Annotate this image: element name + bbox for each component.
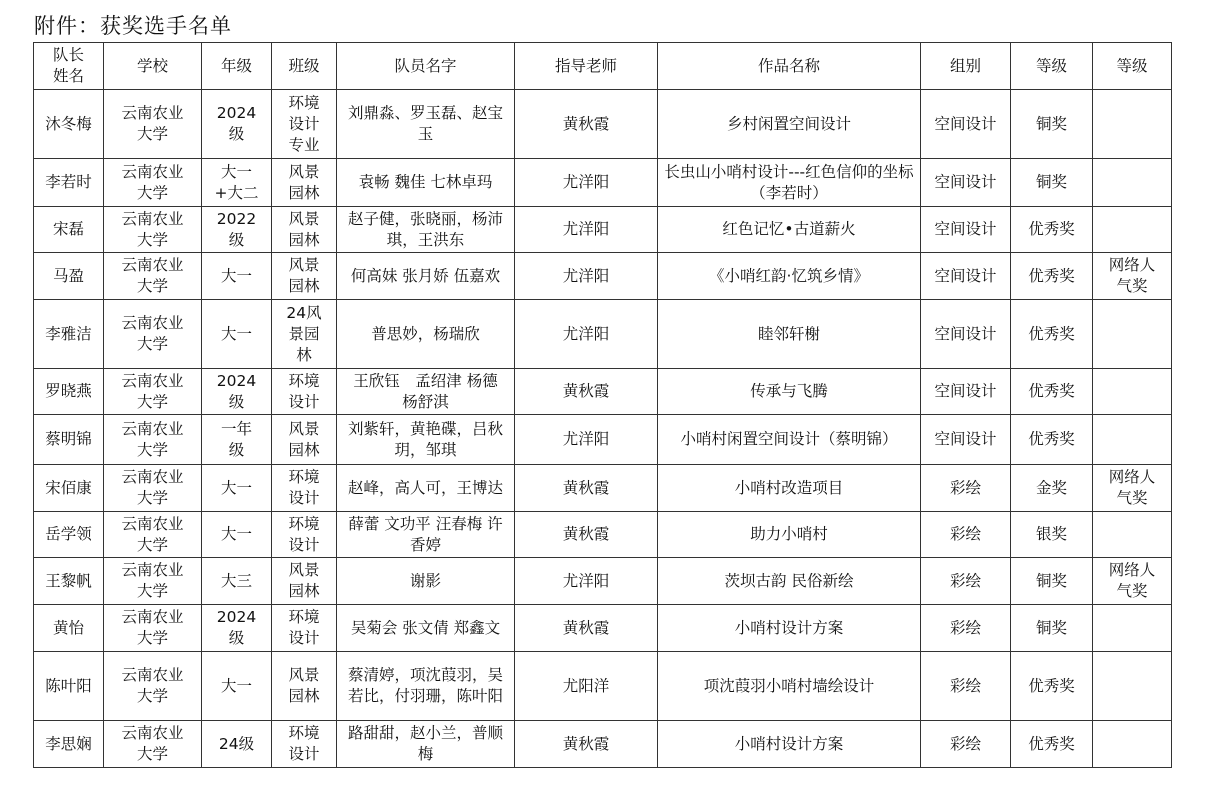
grade-cell: 大一 — [202, 465, 272, 512]
category-cell: 空间设计 — [921, 207, 1011, 253]
extra-level-cell: 网络人气奖 — [1093, 465, 1172, 512]
header-level: 等级 — [1011, 43, 1093, 90]
captain-cell: 宋佰康 — [34, 465, 104, 512]
grade-cell: 2022级 — [202, 207, 272, 253]
members-cell: 赵子健，张晓丽，杨沛琪，王洪东 — [337, 207, 515, 253]
advisor-cell: 黄秋霞 — [515, 369, 658, 415]
level-cell: 铜奖 — [1011, 90, 1093, 159]
school-cell: 云南农业大学 — [104, 721, 202, 768]
grade-cell: 24级 — [202, 721, 272, 768]
school-cell: 云南农业大学 — [104, 159, 202, 207]
header-level-extra: 等级 — [1093, 43, 1172, 90]
work-cell: 睦邻轩榭 — [658, 300, 921, 369]
captain-cell: 王黎帆 — [34, 558, 104, 605]
school-cell: 云南农业大学 — [104, 253, 202, 300]
school-cell: 云南农业大学 — [104, 465, 202, 512]
captain-cell: 马盈 — [34, 253, 104, 300]
table-row — [34, 300, 1172, 369]
extra-level-cell: 网络人气奖 — [1093, 558, 1172, 605]
members-cell: 吴菊会 张文倩 郑鑫文 — [337, 605, 515, 652]
captain-cell: 宋磊 — [34, 207, 104, 253]
members-cell: 赵峰，高人可，王博达 — [337, 465, 515, 512]
level-cell: 金奖 — [1011, 465, 1093, 512]
grade-cell: 2024级 — [202, 369, 272, 415]
school-cell: 云南农业大学 — [104, 300, 202, 369]
advisor-cell: 尤洋阳 — [515, 415, 658, 465]
category-cell: 空间设计 — [921, 159, 1011, 207]
header-captain: 队长姓名 — [34, 43, 104, 90]
header-advisor: 指导老师 — [515, 43, 658, 90]
grade-cell: 大三 — [202, 558, 272, 605]
level-cell: 铜奖 — [1011, 605, 1093, 652]
advisor-cell: 黄秋霞 — [515, 512, 658, 558]
table-row — [34, 512, 1172, 558]
members-cell: 王欣钰 孟绍津 杨德 杨舒淇 — [337, 369, 515, 415]
work-cell: 小哨村设计方案 — [658, 605, 921, 652]
school-cell: 云南农业大学 — [104, 90, 202, 159]
table-header-row — [34, 43, 1172, 90]
members-cell: 薛蕾 文功平 汪春梅 许香婷 — [337, 512, 515, 558]
header-class: 班级 — [272, 43, 337, 90]
class-cell: 风景园林 — [272, 159, 337, 207]
level-cell: 优秀奖 — [1011, 415, 1093, 465]
header-members: 队员名字 — [337, 43, 515, 90]
school-cell: 云南农业大学 — [104, 652, 202, 721]
work-cell: 项沈葭羽小哨村墙绘设计 — [658, 652, 921, 721]
captain-cell: 沐冬梅 — [34, 90, 104, 159]
category-cell: 彩绘 — [921, 652, 1011, 721]
work-cell: 长虫山小哨村设计---红色信仰的坐标（李若时） — [658, 159, 921, 207]
class-cell: 24风景园林 — [272, 300, 337, 369]
header-grade: 年级 — [202, 43, 272, 90]
captain-cell: 李若时 — [34, 159, 104, 207]
advisor-cell: 尤洋阳 — [515, 300, 658, 369]
grade-cell: 大一 — [202, 512, 272, 558]
work-cell: 传承与飞腾 — [658, 369, 921, 415]
category-cell: 空间设计 — [921, 300, 1011, 369]
table-row — [34, 652, 1172, 721]
extra-level-cell — [1093, 721, 1172, 768]
school-cell: 云南农业大学 — [104, 207, 202, 253]
extra-level-cell — [1093, 207, 1172, 253]
table-row — [34, 253, 1172, 300]
members-cell: 谢影 — [337, 558, 515, 605]
class-cell: 环境设计 — [272, 721, 337, 768]
advisor-cell: 尤洋阳 — [515, 253, 658, 300]
members-cell: 普思妙，杨瑞欣 — [337, 300, 515, 369]
document-title: 附件：获奖选手名单 — [34, 14, 232, 38]
class-cell: 环境设计 — [272, 512, 337, 558]
grade-cell: 大一+大二 — [202, 159, 272, 207]
captain-cell: 罗晓燕 — [34, 369, 104, 415]
extra-level-cell — [1093, 652, 1172, 721]
work-cell: 小哨村设计方案 — [658, 721, 921, 768]
advisor-cell: 黄秋霞 — [515, 90, 658, 159]
school-cell: 云南农业大学 — [104, 369, 202, 415]
advisor-cell: 尤洋阳 — [515, 558, 658, 605]
work-cell: 《小哨红韵·忆筑乡情》 — [658, 253, 921, 300]
captain-cell: 岳学领 — [34, 512, 104, 558]
level-cell: 银奖 — [1011, 512, 1093, 558]
class-cell: 风景园林 — [272, 558, 337, 605]
level-cell: 优秀奖 — [1011, 253, 1093, 300]
work-cell: 小哨村改造项目 — [658, 465, 921, 512]
members-cell: 袁畅 魏佳 七林卓玛 — [337, 159, 515, 207]
header-category: 组别 — [921, 43, 1011, 90]
grade-cell: 大一 — [202, 652, 272, 721]
members-cell: 刘鼎淼、罗玉磊、赵宝玉 — [337, 90, 515, 159]
category-cell: 空间设计 — [921, 90, 1011, 159]
captain-cell: 李雅洁 — [34, 300, 104, 369]
table-row — [34, 465, 1172, 512]
extra-level-cell: 网络人气奖 — [1093, 253, 1172, 300]
members-cell: 蔡清婷，项沈葭羽，吴若比，付羽珊，陈叶阳 — [337, 652, 515, 721]
category-cell: 彩绘 — [921, 721, 1011, 768]
extra-level-cell — [1093, 300, 1172, 369]
table-row — [34, 90, 1172, 159]
captain-cell: 黄怡 — [34, 605, 104, 652]
captain-cell: 蔡明锦 — [34, 415, 104, 465]
level-cell: 优秀奖 — [1011, 652, 1093, 721]
class-cell: 环境设计 — [272, 605, 337, 652]
advisor-cell: 尤洋阳 — [515, 207, 658, 253]
extra-level-cell — [1093, 369, 1172, 415]
category-cell: 彩绘 — [921, 605, 1011, 652]
level-cell: 优秀奖 — [1011, 300, 1093, 369]
work-cell: 助力小哨村 — [658, 512, 921, 558]
captain-cell: 陈叶阳 — [34, 652, 104, 721]
table-row — [34, 207, 1172, 253]
header-work: 作品名称 — [658, 43, 921, 90]
level-cell: 优秀奖 — [1011, 207, 1093, 253]
class-cell: 风景园林 — [272, 253, 337, 300]
table-row — [34, 721, 1172, 768]
category-cell: 空间设计 — [921, 415, 1011, 465]
captain-cell: 李思娴 — [34, 721, 104, 768]
class-cell: 风景园林 — [272, 652, 337, 721]
class-cell: 环境设计 — [272, 369, 337, 415]
extra-level-cell — [1093, 512, 1172, 558]
class-cell: 环境设计 — [272, 465, 337, 512]
advisor-cell: 黄秋霞 — [515, 605, 658, 652]
category-cell: 彩绘 — [921, 512, 1011, 558]
extra-level-cell — [1093, 90, 1172, 159]
header-school: 学校 — [104, 43, 202, 90]
category-cell: 空间设计 — [921, 253, 1011, 300]
grade-cell: 一年级 — [202, 415, 272, 465]
table-row — [34, 369, 1172, 415]
level-cell: 优秀奖 — [1011, 369, 1093, 415]
members-cell: 何高妹 张月娇 伍嘉欢 — [337, 253, 515, 300]
grade-cell: 大一 — [202, 253, 272, 300]
work-cell: 乡村闲置空间设计 — [658, 90, 921, 159]
work-cell: 红色记忆•古道薪火 — [658, 207, 921, 253]
table-row — [34, 605, 1172, 652]
class-cell: 环境设计专业 — [272, 90, 337, 159]
category-cell: 彩绘 — [921, 558, 1011, 605]
school-cell: 云南农业大学 — [104, 605, 202, 652]
grade-cell: 大一 — [202, 300, 272, 369]
extra-level-cell — [1093, 159, 1172, 207]
extra-level-cell — [1093, 605, 1172, 652]
class-cell: 风景园林 — [272, 207, 337, 253]
category-cell: 彩绘 — [921, 465, 1011, 512]
extra-level-cell — [1093, 415, 1172, 465]
school-cell: 云南农业大学 — [104, 512, 202, 558]
grade-cell: 2024级 — [202, 605, 272, 652]
advisor-cell: 黄秋霞 — [515, 465, 658, 512]
advisor-cell: 尤阳洋 — [515, 652, 658, 721]
work-cell: 小哨村闲置空间设计（蔡明锦） — [658, 415, 921, 465]
table-row — [34, 558, 1172, 605]
advisor-cell: 尤洋阳 — [515, 159, 658, 207]
class-cell: 风景园林 — [272, 415, 337, 465]
level-cell: 铜奖 — [1011, 558, 1093, 605]
level-cell: 铜奖 — [1011, 159, 1093, 207]
award-winners-table — [33, 42, 1172, 768]
advisor-cell: 黄秋霞 — [515, 721, 658, 768]
school-cell: 云南农业大学 — [104, 558, 202, 605]
members-cell: 刘紫轩，黄艳碟，吕秋玥，邹琪 — [337, 415, 515, 465]
category-cell: 空间设计 — [921, 369, 1011, 415]
level-cell: 优秀奖 — [1011, 721, 1093, 768]
members-cell: 路甜甜，赵小兰，普顺梅 — [337, 721, 515, 768]
grade-cell: 2024级 — [202, 90, 272, 159]
school-cell: 云南农业大学 — [104, 415, 202, 465]
table-row — [34, 415, 1172, 465]
work-cell: 茨坝古韵 民俗新绘 — [658, 558, 921, 605]
table-row — [34, 159, 1172, 207]
